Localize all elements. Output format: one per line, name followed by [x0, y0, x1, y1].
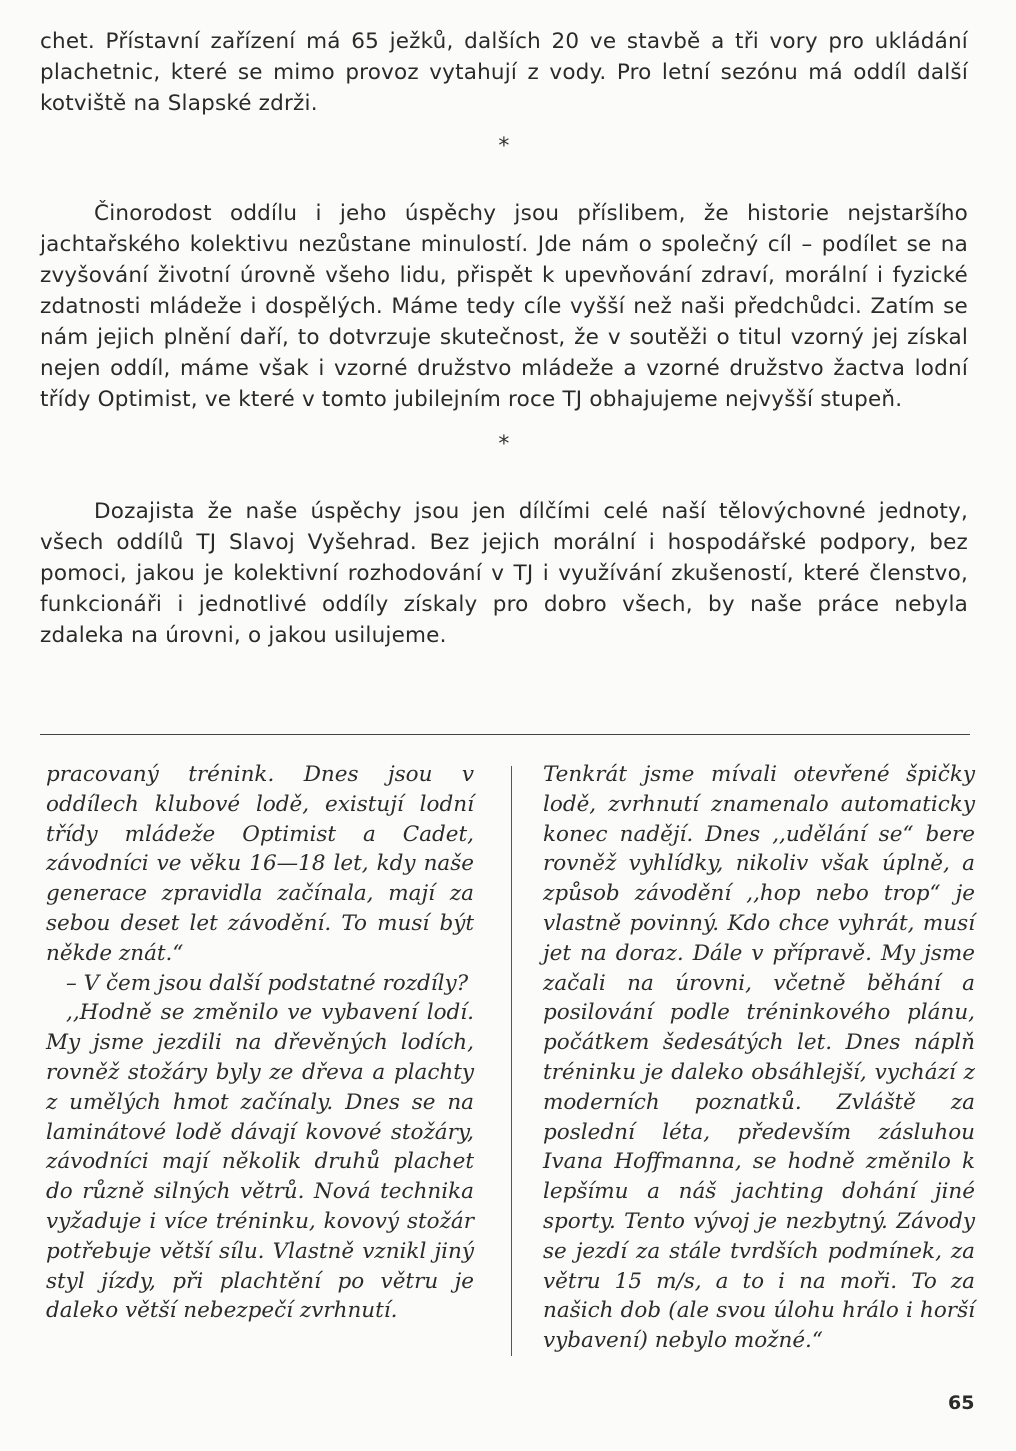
paragraph-club-history: Činorodost oddílu i jeho úspěchy jsou příslibem, že historie nejstaršího jachtařského kolektivu nezůstane minulostí. Jde nám o společný cíl – podílet se na zvyšování životní úrovně všeho lidu, přispět k upevňování zdraví, morální i fyzické zdatnosti mládeže i dospělých. Máme tedy cíle vyšší než naši předchůdci. Zatím se nám jejich plnění daří, to dotvrzuje skutečnost, že v soutěži o titul vzorný jej získal nejen oddíl, máme však i vzorné družstvo mládeže a vzorné družstvo žactva lodní třídy Optimist, ve které v tomto jubilejním roce TJ obhajujeme nejvyšší stupeň.	[40, 201, 968, 412]
interview-left-column	[46, 760, 474, 1326]
interview-right-column	[543, 760, 975, 1356]
column-divider	[511, 766, 512, 1356]
page-number: 65	[948, 1392, 975, 1414]
paragraph-continuation: chet. Přístavní zařízení má 65 ježků, dalších 20 ve stavbě a tři vory pro ukládání plachetnic, které se mimo provoz vytahují z vody. Pro letní sezónu má oddíl další kotviště na Slapské zdrži.	[40, 29, 968, 116]
section-separator-asterisk: *	[498, 134, 510, 159]
interview-question: – V čem jsou další podstatné rozdíly?	[66, 970, 469, 996]
section-separator-asterisk: *	[498, 432, 510, 457]
horizontal-rule	[40, 734, 970, 735]
paragraph-club-support: Dozajista že naše úspěchy jsou jen dílčími celé naší tělovýchovné jednoty, všech oddílů TJ Slavoj Vyšehrad. Bez jejich morální i hospodářské podpory, bez pomoci, jakou je kolektivní rozhodování v TJ i využívání zkušeností, které členstvo, funkcionáři i jednotlivé oddíly získaly pro dobro všech, by naše práce nebyla zdaleka na úrovni, o jakou usilujeme.	[40, 499, 968, 648]
upper-text-block	[40, 26, 968, 651]
interview-paragraph: pracovaný trénink. Dnes jsou v oddílech klubové lodě, existují lodní třídy mládeže Optimist a Cadet, závodníci ve věku 16—18 let, kdy naše generace zpravidla začínala, mají za sebou deset let závodění. To musí být někde znát.“	[46, 762, 474, 966]
interview-paragraph: Tenkrát jsme mívali otevřené špičky lodě, zvrhnutí znamenalo automaticky konec nadějí. Dnes ,,udělání se“ bere rovněž vyhlídky, nikoliv však úplně, a způsob závodění ,,hop nebo trop“ je vlastně povinný. Kdo chce vyhrát, musí jet na doraz. Dále v přípravě. My jsme začali na úrovni, včetně běhání a posilování podle tréninkového plánu, počátkem šedesátých let. Dnes náplň tréninku je daleko obsáhlejší, vychází z moderních poznatků. Zvláště za poslední léta, především zásluhou Ivana Hoffmanna, se hodně změnilo k lepšímu a náš jachting dohání jiné sporty. Tento vývoj je nezbytný. Závody se jezdí za stále tvrdších podmínek, za větru 15 m/s, a to i na moři. To za našich dob (ale svou úlohu hrálo i horší vybavení) nebylo možné.“	[543, 762, 975, 1354]
interview-answer: ,,Hodně se změnilo ve vybavení lodí. My jsme jezdili na dřevěných lodích, rovněž stožáry byly ze dřeva a plachty z umělých hmot začínaly. Dnes se na laminátové lodě dávají kovové stožáry, závodníci mají několik druhů plachet do různě silných větrů. Nová technika vyžaduje i více tréninku, kovový stožár potřebuje větší sílu. Vlastně vznikl jiný styl jízdy, při plachtění po větru je daleko větší nebezpečí zvrhnutí.	[46, 1000, 474, 1324]
